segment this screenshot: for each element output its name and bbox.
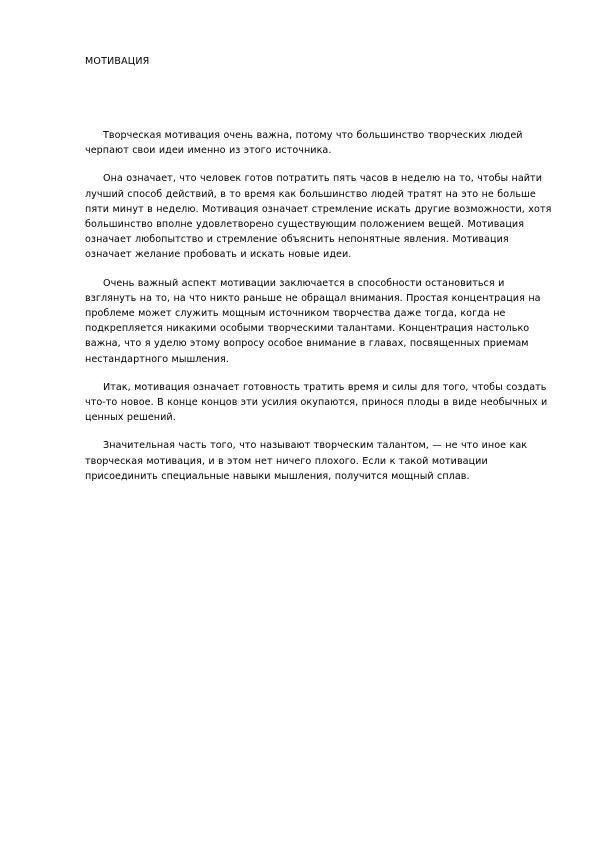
paragraph: Значительная часть того, что называют творческим талантом, — не что иное как творческая мотивация, и в этом нет ничего плохого. Если к такой мотивации присоединить специальные навыки мышления, получится мощный сплав. [85, 440, 528, 482]
paragraph: Она означает, что человек готов потратить пять часов в неделю на то, чтобы найти лучший способ действий, в то время как большинство людей тратят на это не больше пяти минут в неделю. Мотивация означает стремление искать другие возможности, хотя большинство вполне удовлетворено существующим положением вещей. Мотивация означает любопытство и стремление объяснить непонятные явления. Мотивация означает желание пробовать и искать новые идеи. [85, 173, 552, 261]
document-body [85, 128, 553, 497]
paragraph: Итак, мотивация означает готовность тратить время и силы для того, чтобы создать что-то новое. В конце концов эти усилия окупаются, принося плоды в виде необычных и ценных решений. [85, 381, 548, 424]
document-title: МОТИВАЦИЯ [85, 56, 150, 67]
paragraph: Очень важный аспект мотивации заключается в способности остановиться и взглянуть на то, на что никто раньше не обращал внимания. Простая концентрация на проблеме может служить мощным источником творчества даже тогда, когда не подкрепляется никакими особыми творческими талантами. Концентрация настолько важна, что я уделю этому вопросу особое внимание в главах, посвященных приемам нестандартного мышления. [85, 277, 541, 365]
paragraph: Творческая мотивация очень важна, потому что большинство творческих людей черпают свои идеи именно из этого источника. [85, 130, 523, 157]
